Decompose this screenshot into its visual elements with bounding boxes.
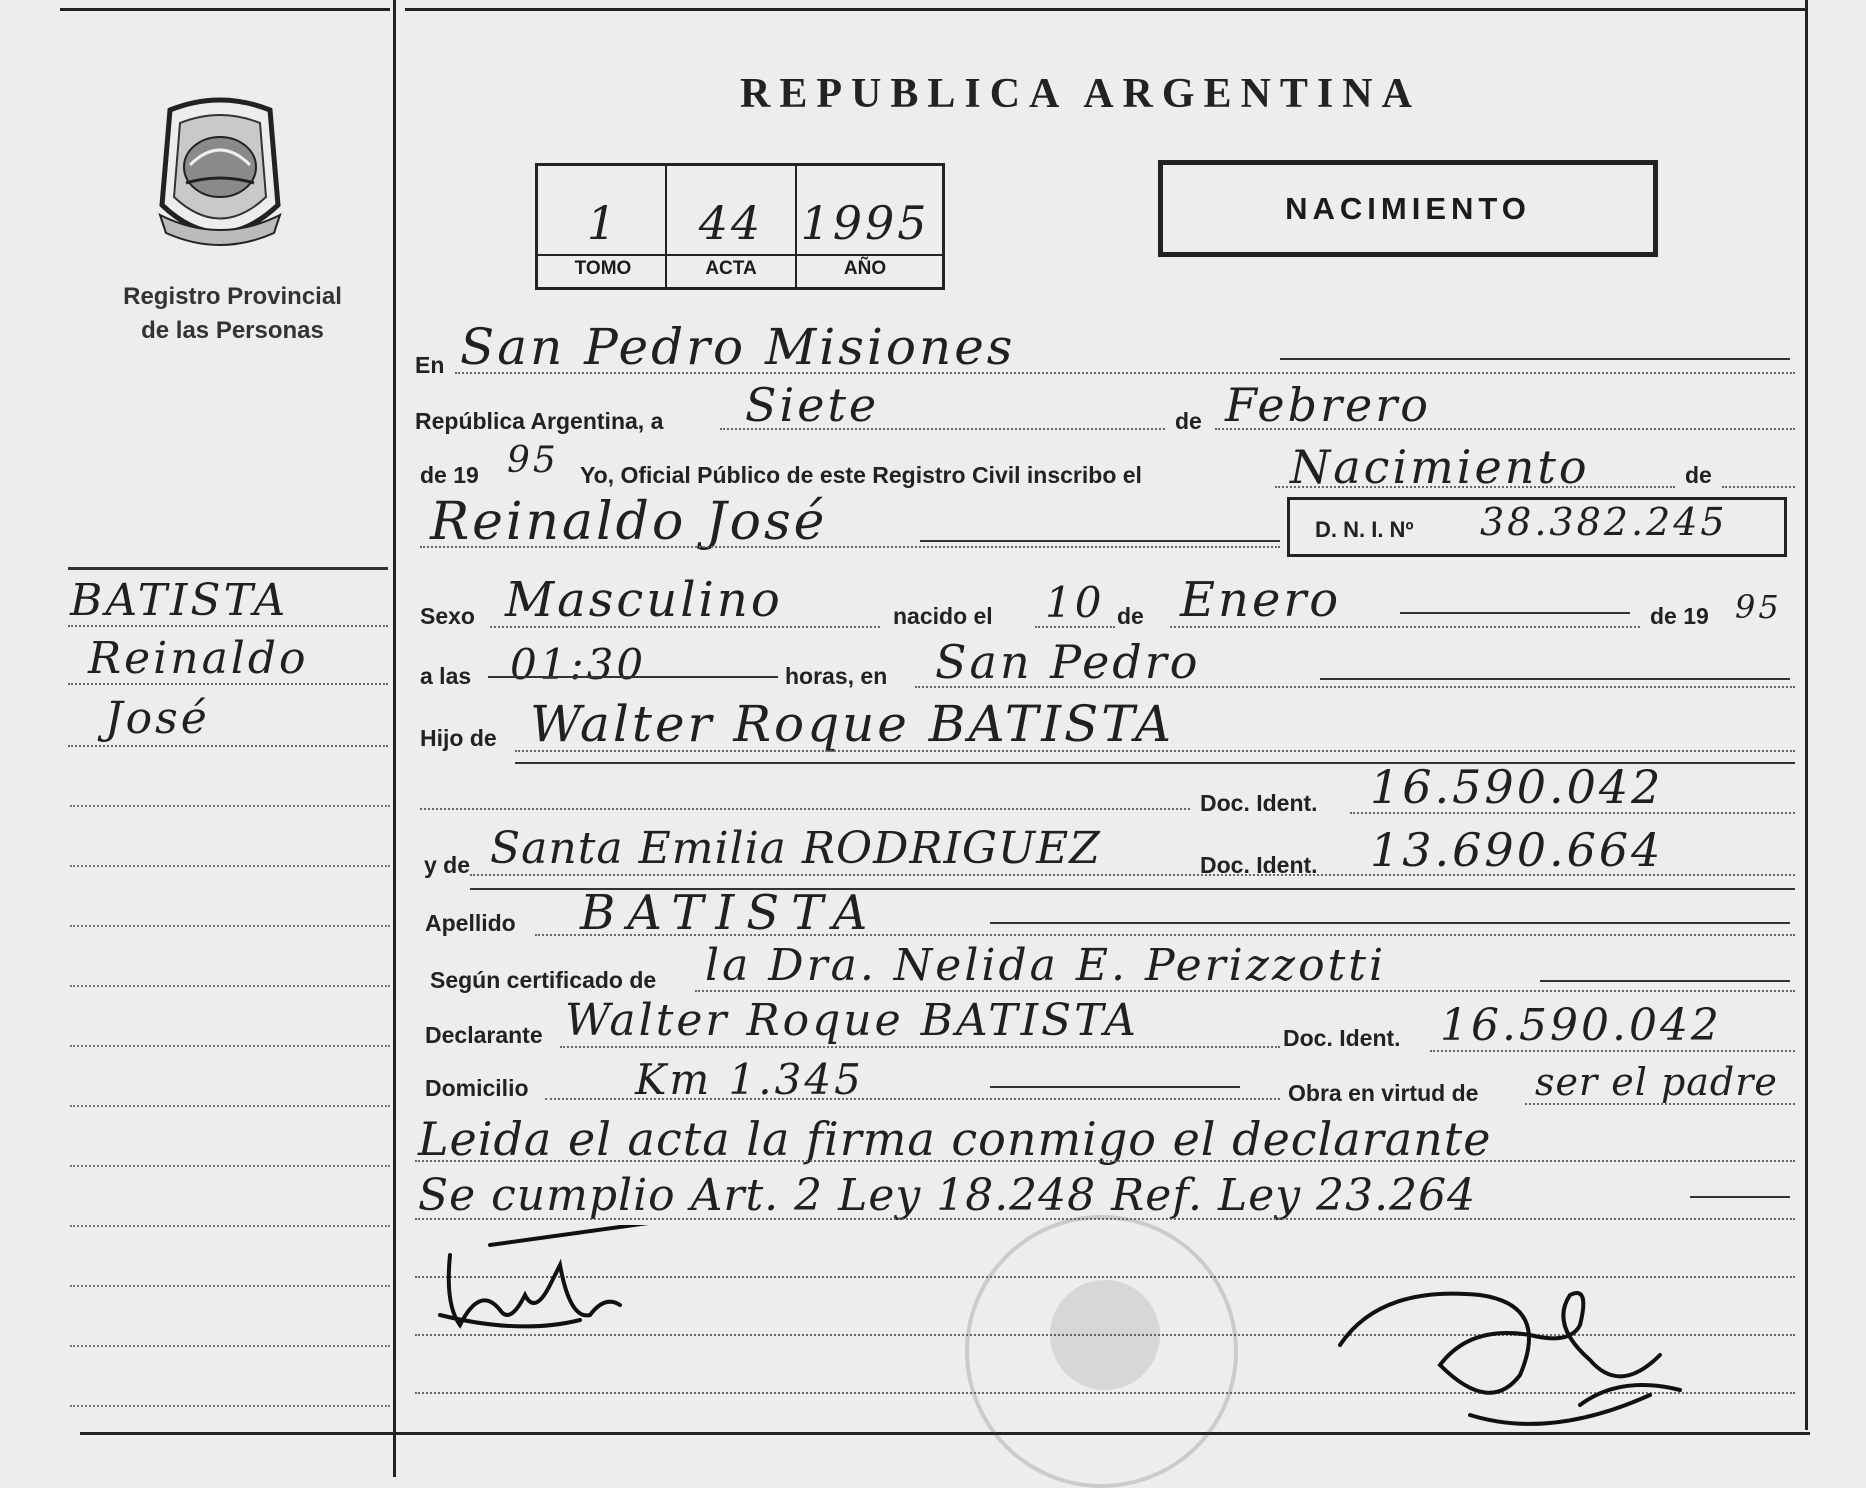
sexo-value: Masculino bbox=[505, 572, 783, 628]
nota-fill bbox=[1690, 1196, 1790, 1198]
inscribo-line bbox=[1275, 486, 1675, 488]
certificado-fill bbox=[1540, 980, 1790, 982]
doc-ident-label-2: Doc. Ident. bbox=[1200, 852, 1318, 878]
margin-line bbox=[70, 1225, 390, 1227]
declarante-label: Declarante bbox=[425, 1022, 543, 1048]
nacido-label: nacido el bbox=[893, 603, 993, 629]
year-value: 95 bbox=[507, 440, 559, 481]
anio-value: 1995 bbox=[800, 196, 930, 250]
top-rule-left bbox=[60, 8, 390, 11]
margin-line bbox=[68, 745, 388, 747]
de19-label: de 19 bbox=[1650, 603, 1709, 629]
margin-line bbox=[70, 865, 390, 867]
apellido-label: Apellido bbox=[425, 910, 516, 936]
doc-ident-label: Doc. Ident. bbox=[1200, 790, 1318, 816]
de-label-3: de bbox=[1117, 603, 1144, 629]
margin-name2: José bbox=[105, 693, 210, 744]
padre-line bbox=[515, 750, 1795, 752]
en-fill-line bbox=[1280, 358, 1790, 360]
padre-doc-leader bbox=[420, 808, 1190, 810]
tomo-value: 1 bbox=[586, 196, 620, 250]
margin-name1: Reinaldo bbox=[88, 633, 309, 684]
registro-line1: Registro Provincial bbox=[123, 283, 342, 310]
acta-label: ACTA bbox=[705, 258, 757, 279]
apellido-line bbox=[535, 934, 1795, 936]
margin-top-rule bbox=[68, 567, 388, 570]
padre-doc: 16.590.042 bbox=[1370, 760, 1664, 814]
anio-label: AÑO bbox=[843, 258, 887, 279]
obra-label: Obra en virtud de bbox=[1288, 1080, 1479, 1106]
column-divider bbox=[393, 0, 396, 1477]
domicilio-label: Domicilio bbox=[425, 1075, 529, 1101]
obra-value: ser el padre bbox=[1535, 1060, 1778, 1104]
country-title: REPUBLICA ARGENTINA bbox=[740, 71, 1421, 117]
domicilio-value: Km 1.345 bbox=[635, 1055, 864, 1104]
name-line bbox=[420, 546, 1280, 548]
label-separator bbox=[538, 254, 942, 256]
hora-value: 01:30 bbox=[510, 640, 647, 689]
en-value: San Pedro Misiones bbox=[460, 318, 1016, 376]
margin-line bbox=[70, 925, 390, 927]
horas-en-label: horas, en bbox=[785, 663, 888, 689]
margin-line bbox=[70, 1285, 390, 1287]
dni-box bbox=[1287, 497, 1787, 557]
certificado-label: Según certificado de bbox=[430, 967, 657, 993]
padre-doc-line bbox=[1350, 812, 1795, 814]
lugar-value: San Pedro bbox=[935, 635, 1201, 689]
declarante-value: Walter Roque BATISTA bbox=[565, 995, 1139, 1046]
margin-line bbox=[70, 805, 390, 807]
de-label: de bbox=[1175, 408, 1202, 434]
dni-value: 38.382.245 bbox=[1480, 500, 1728, 544]
domicilio-fill bbox=[990, 1086, 1240, 1088]
madre-doc: 13.690.664 bbox=[1370, 823, 1664, 877]
margin-line bbox=[70, 1165, 390, 1167]
month-value: Febrero bbox=[1225, 378, 1431, 432]
madre-value: Santa Emilia RODRIGUEZ bbox=[490, 823, 1101, 874]
margin-line bbox=[70, 1045, 390, 1047]
name-value: Reinaldo José bbox=[430, 492, 828, 552]
declarante-doc: 16.590.042 bbox=[1440, 1000, 1722, 1051]
lugar-line bbox=[915, 686, 1795, 688]
document-type-box bbox=[1158, 160, 1658, 257]
nacido-day: 10 bbox=[1045, 578, 1105, 627]
acta-value: 44 bbox=[698, 196, 764, 250]
y-de-label: y de bbox=[424, 852, 471, 878]
declarante-doc-line bbox=[1430, 1050, 1795, 1052]
official-signature bbox=[1320, 1265, 1720, 1435]
registro-line2: de las Personas bbox=[141, 317, 324, 344]
day-line bbox=[720, 428, 1165, 430]
provincial-seal-icon bbox=[150, 95, 290, 250]
margin-line bbox=[70, 1105, 390, 1107]
nota-line2: Se cumplio Art. 2 Ley 18.248 Ref. Ley 23.264 bbox=[418, 1170, 1477, 1221]
nacido-year: 95 bbox=[1735, 588, 1782, 626]
en-label: En bbox=[415, 352, 445, 378]
domicilio-line bbox=[545, 1098, 1280, 1100]
margin-line bbox=[70, 1345, 390, 1347]
apellido-fill bbox=[990, 922, 1790, 924]
certificado-value: la Dra. Nelida E. Perizzotti bbox=[705, 940, 1387, 991]
hijo-label: Hijo de bbox=[420, 725, 497, 751]
oficial-text: Yo, Oficial Público de este Registro Civil inscribo el bbox=[580, 462, 1142, 488]
document-type: NACIMIENTO bbox=[1285, 190, 1531, 226]
year-prefix: de 19 bbox=[420, 462, 479, 488]
a-las-label: a las bbox=[420, 663, 472, 689]
margin-line bbox=[68, 625, 388, 627]
month-line bbox=[1215, 428, 1795, 430]
sexo-line bbox=[490, 626, 880, 628]
obra-line bbox=[1525, 1103, 1795, 1105]
apellido-value: BATISTA bbox=[580, 885, 880, 941]
nacido-month-line bbox=[1170, 626, 1640, 628]
margin-line bbox=[68, 683, 388, 685]
right-border bbox=[1805, 0, 1808, 1430]
de-label-2: de bbox=[1685, 462, 1712, 488]
nota-line1-rule bbox=[415, 1160, 1795, 1162]
declarant-signature bbox=[430, 1225, 690, 1345]
official-stamp-center bbox=[1050, 1280, 1160, 1390]
nacido-day-line bbox=[1035, 626, 1115, 628]
certificado-line bbox=[695, 990, 1795, 992]
republica-label: República Argentina, a bbox=[415, 408, 664, 434]
registry-number-box bbox=[535, 163, 945, 290]
nacido-month: Enero bbox=[1180, 572, 1342, 628]
madre-line bbox=[470, 874, 1795, 876]
sexo-label: Sexo bbox=[420, 603, 475, 629]
margin-line bbox=[70, 985, 390, 987]
margin-surname: BATISTA bbox=[70, 575, 289, 626]
doc-ident-label-3: Doc. Ident. bbox=[1283, 1025, 1401, 1051]
registro-provincial-label bbox=[95, 280, 370, 348]
inscribo-value: Nacimiento bbox=[1290, 440, 1590, 494]
top-rule-right bbox=[405, 8, 1805, 11]
de-line-2 bbox=[1722, 486, 1795, 488]
nota-line1: Leida el acta la firma conmigo el declarante bbox=[418, 1112, 1492, 1166]
dni-label: D. N. I. Nº bbox=[1315, 517, 1414, 542]
tomo-label: TOMO bbox=[574, 258, 632, 279]
en-line bbox=[455, 372, 1795, 374]
name-fill-line bbox=[920, 540, 1280, 542]
padre-value: Walter Roque BATISTA bbox=[530, 695, 1174, 753]
lugar-fill bbox=[1320, 678, 1790, 680]
day-value: Siete bbox=[745, 378, 880, 432]
hora-line bbox=[488, 676, 778, 678]
margin-line bbox=[70, 1405, 390, 1407]
nacido-month-fill bbox=[1400, 612, 1630, 614]
declarante-line bbox=[560, 1046, 1280, 1048]
